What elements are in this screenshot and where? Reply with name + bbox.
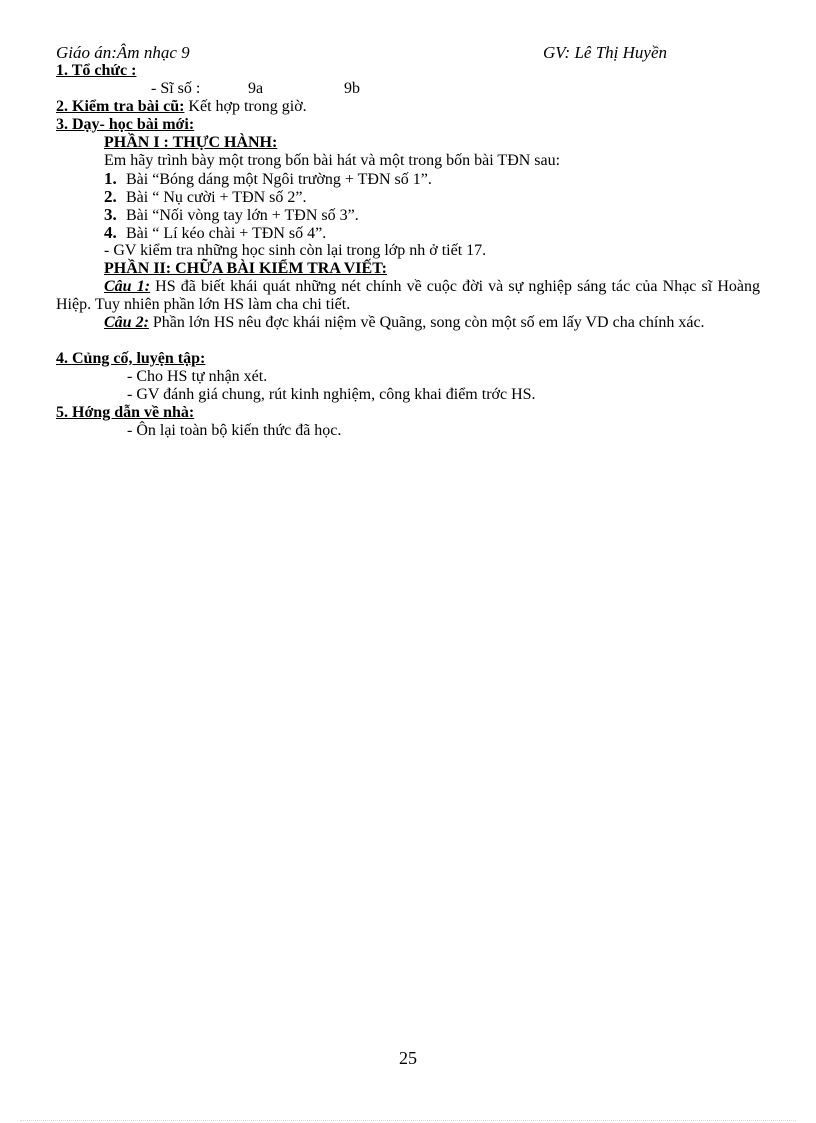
list-item: 2. Bài “ Nụ cười + TĐN số 2”. bbox=[104, 187, 307, 206]
siso-label: - Sĩ số : bbox=[151, 80, 201, 97]
question-1-paragraph bbox=[56, 278, 760, 314]
section-2 bbox=[56, 98, 307, 116]
question-1-text: HS đã biết khái quát những nét chính về cuộc đời và sự nghiệp sáng tác của Nhạc sĩ Hoàng Hiệp. Tuy nhiên phần lớn HS làm cha chi tiết. bbox=[56, 278, 760, 313]
question-2-text: Phần lớn HS nêu đợc khái niệm về Quãng, song còn một số em lấy VD cha chính xác. bbox=[148, 314, 705, 331]
list-item: 1. Bài “Bóng dáng một Ngôi trường + TĐN số 1”. bbox=[104, 169, 432, 188]
section-1-title: 1. Tổ chức : bbox=[56, 62, 137, 79]
section-3-title: 3. Dạy- học bài mới: bbox=[56, 116, 195, 133]
section-5-title: 5. Hớng dẫn về nhà: bbox=[56, 404, 195, 421]
section-4-line: - Cho HS tự nhận xét. bbox=[127, 368, 268, 385]
part-2-title: PHẦN II: CHỮA BÀI KIỂM TRA VIẾT: bbox=[104, 260, 387, 277]
question-2-label: Câu 2: bbox=[104, 314, 149, 331]
section-2-text: Kết hợp trong giờ. bbox=[184, 98, 307, 115]
list-item: 3. Bài “Nối vòng tay lớn + TĐN số 3”. bbox=[104, 205, 359, 224]
question-2-paragraph bbox=[56, 314, 760, 332]
part-1-title: PHẦN I : THỰC HÀNH: bbox=[104, 134, 278, 151]
class-b: 9b bbox=[344, 80, 360, 97]
header-left: Giáo án:Âm nhạc 9 bbox=[56, 43, 190, 62]
section-4-title: 4. Củng cố, luyện tập: bbox=[56, 350, 206, 367]
header-right: GV: Lê Thị Huyền bbox=[543, 43, 668, 62]
section-2-title: 2. Kiểm tra bài cũ: bbox=[56, 98, 185, 115]
part-1-intro: Em hãy trình bày một trong bốn bài hát và một trong bốn bài TĐN sau: bbox=[104, 152, 561, 169]
section-4-line: - GV đánh giá chung, rút kinh nghiệm, công khai điểm trớc HS. bbox=[127, 386, 536, 403]
question-1-label: Câu 1: bbox=[104, 278, 151, 295]
page-number: 25 bbox=[399, 1048, 417, 1068]
section-5-line: - Ôn lại toàn bộ kiến thức đã học. bbox=[127, 422, 342, 439]
bottom-divider bbox=[20, 1120, 796, 1121]
class-a: 9a bbox=[248, 80, 264, 97]
part-1-note: - GV kiểm tra những học sinh còn lại trong lớp nh ở tiết 17. bbox=[104, 242, 487, 259]
list-item: 4. Bài “ Lí kéo chài + TĐN số 4”. bbox=[104, 223, 327, 242]
